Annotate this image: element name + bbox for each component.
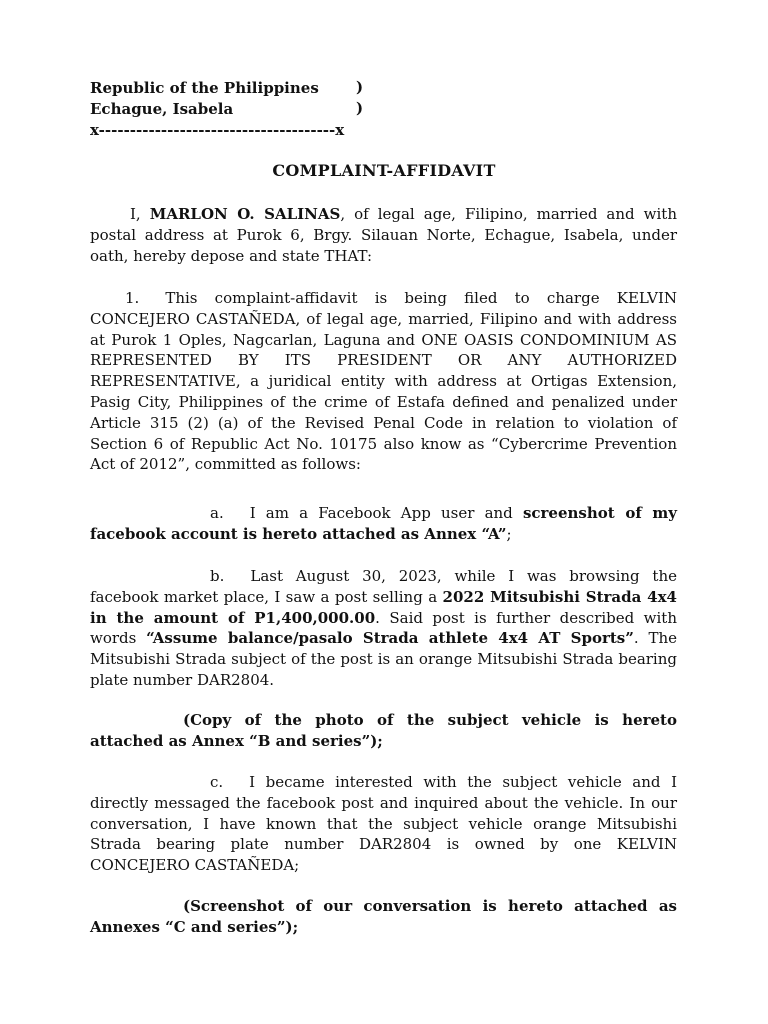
sub-item-b-text-2: . Said post is further described with words (90, 608, 677, 648)
sub-item-a-text: I am a Facebook App user and (249, 504, 523, 522)
affiant-name: MARLON O. SALINAS (149, 205, 341, 223)
sub-item-a-bold: screenshot of my facebook account is hereto attached as Annex “A” (90, 504, 677, 543)
sub-item-b-bold-2: “Assume balance/pasalo Strada athlete 4x4 AT Sports” (146, 629, 634, 648)
sub-item-a-end: ; (506, 524, 512, 543)
annex-c-text: (Screenshot of our conversation is hereto attached as Annexes “C and series”); (90, 897, 677, 936)
paragraph-1-text: This complaint-affidavit is being filed to charge KELVIN CONCEJERO CASTAÑEDA, of legal age, married, Filipino and with address at Purok 1 Oples, Nagcarlan, Laguna and ONE OASIS CONDOMINIUM AS REPRESENTED BY ITS PRESIDENT OR ANY AUTHORIZED REPRESENTATIVE, a juridical entity with address at Ortigas Extension, Pasig City, Philippines of the crime of Estafa defined and penalized under Article 315 (2) (a) of the Revised Penal Code in relation to violation of Section 6 of Republic Act No. 10175 also know as “Cybercrime Prevention Act of 2012”, committed as follows: (90, 289, 677, 474)
sub-item-b (90, 566, 677, 691)
venue-separator: x--------------------------------------x (90, 121, 345, 139)
paragraph-1-number: 1. (125, 289, 140, 307)
annex-b-note (90, 710, 677, 752)
sub-item-c (90, 772, 677, 876)
sub-item-a (90, 503, 677, 545)
intro-paragraph (90, 204, 677, 266)
sub-item-c-letter: c. (210, 773, 224, 791)
sub-item-a-letter: a. (210, 504, 224, 522)
sub-item-b-bold-1: 2022 Mitsubishi Strada 4x4 in the amount of P1,400,000.00 (90, 587, 677, 627)
venue-line-country: Republic of the Philippines (90, 79, 319, 97)
venue-line-municipality: Echague, Isabela (90, 100, 234, 118)
sub-item-b-text-3: . The Mitsubishi Strada subject of the post is an orange Mitsubishi Strada bearing plate number DAR2804. (90, 629, 678, 689)
paragraph-1 (90, 288, 677, 475)
venue-paren-2: ) (356, 99, 364, 117)
venue-paren-1: ) (356, 78, 364, 96)
intro-pre: I, (130, 205, 150, 223)
document-title: COMPLAINT-AFFIDAVIT (272, 161, 496, 180)
intro-text: , of legal age, Filipino, married and with postal address at Purok 6, Brgy. Silauan Norte, Echague, Isabela, under oath, hereby depose and state THAT: (90, 205, 677, 265)
sub-item-b-letter: b. (210, 567, 225, 585)
sub-item-c-text: I became interested with the subject vehicle and I directly messaged the facebook post and inquired about the vehicle. In our conversation, I have known that the subject vehicle orange Mitsubishi Strada bearing plate number DAR2804 is owned by one KELVIN CONCEJERO CASTAÑEDA; (90, 773, 677, 875)
annex-b-text: (Copy of the photo of the subject vehicle is hereto attached as Annex “B and series”); (90, 711, 677, 750)
sub-item-b-text-1: Last August 30, 2023, while I was browsing the facebook market place, I saw a post selling a (90, 567, 677, 606)
annex-c-note (90, 896, 677, 938)
